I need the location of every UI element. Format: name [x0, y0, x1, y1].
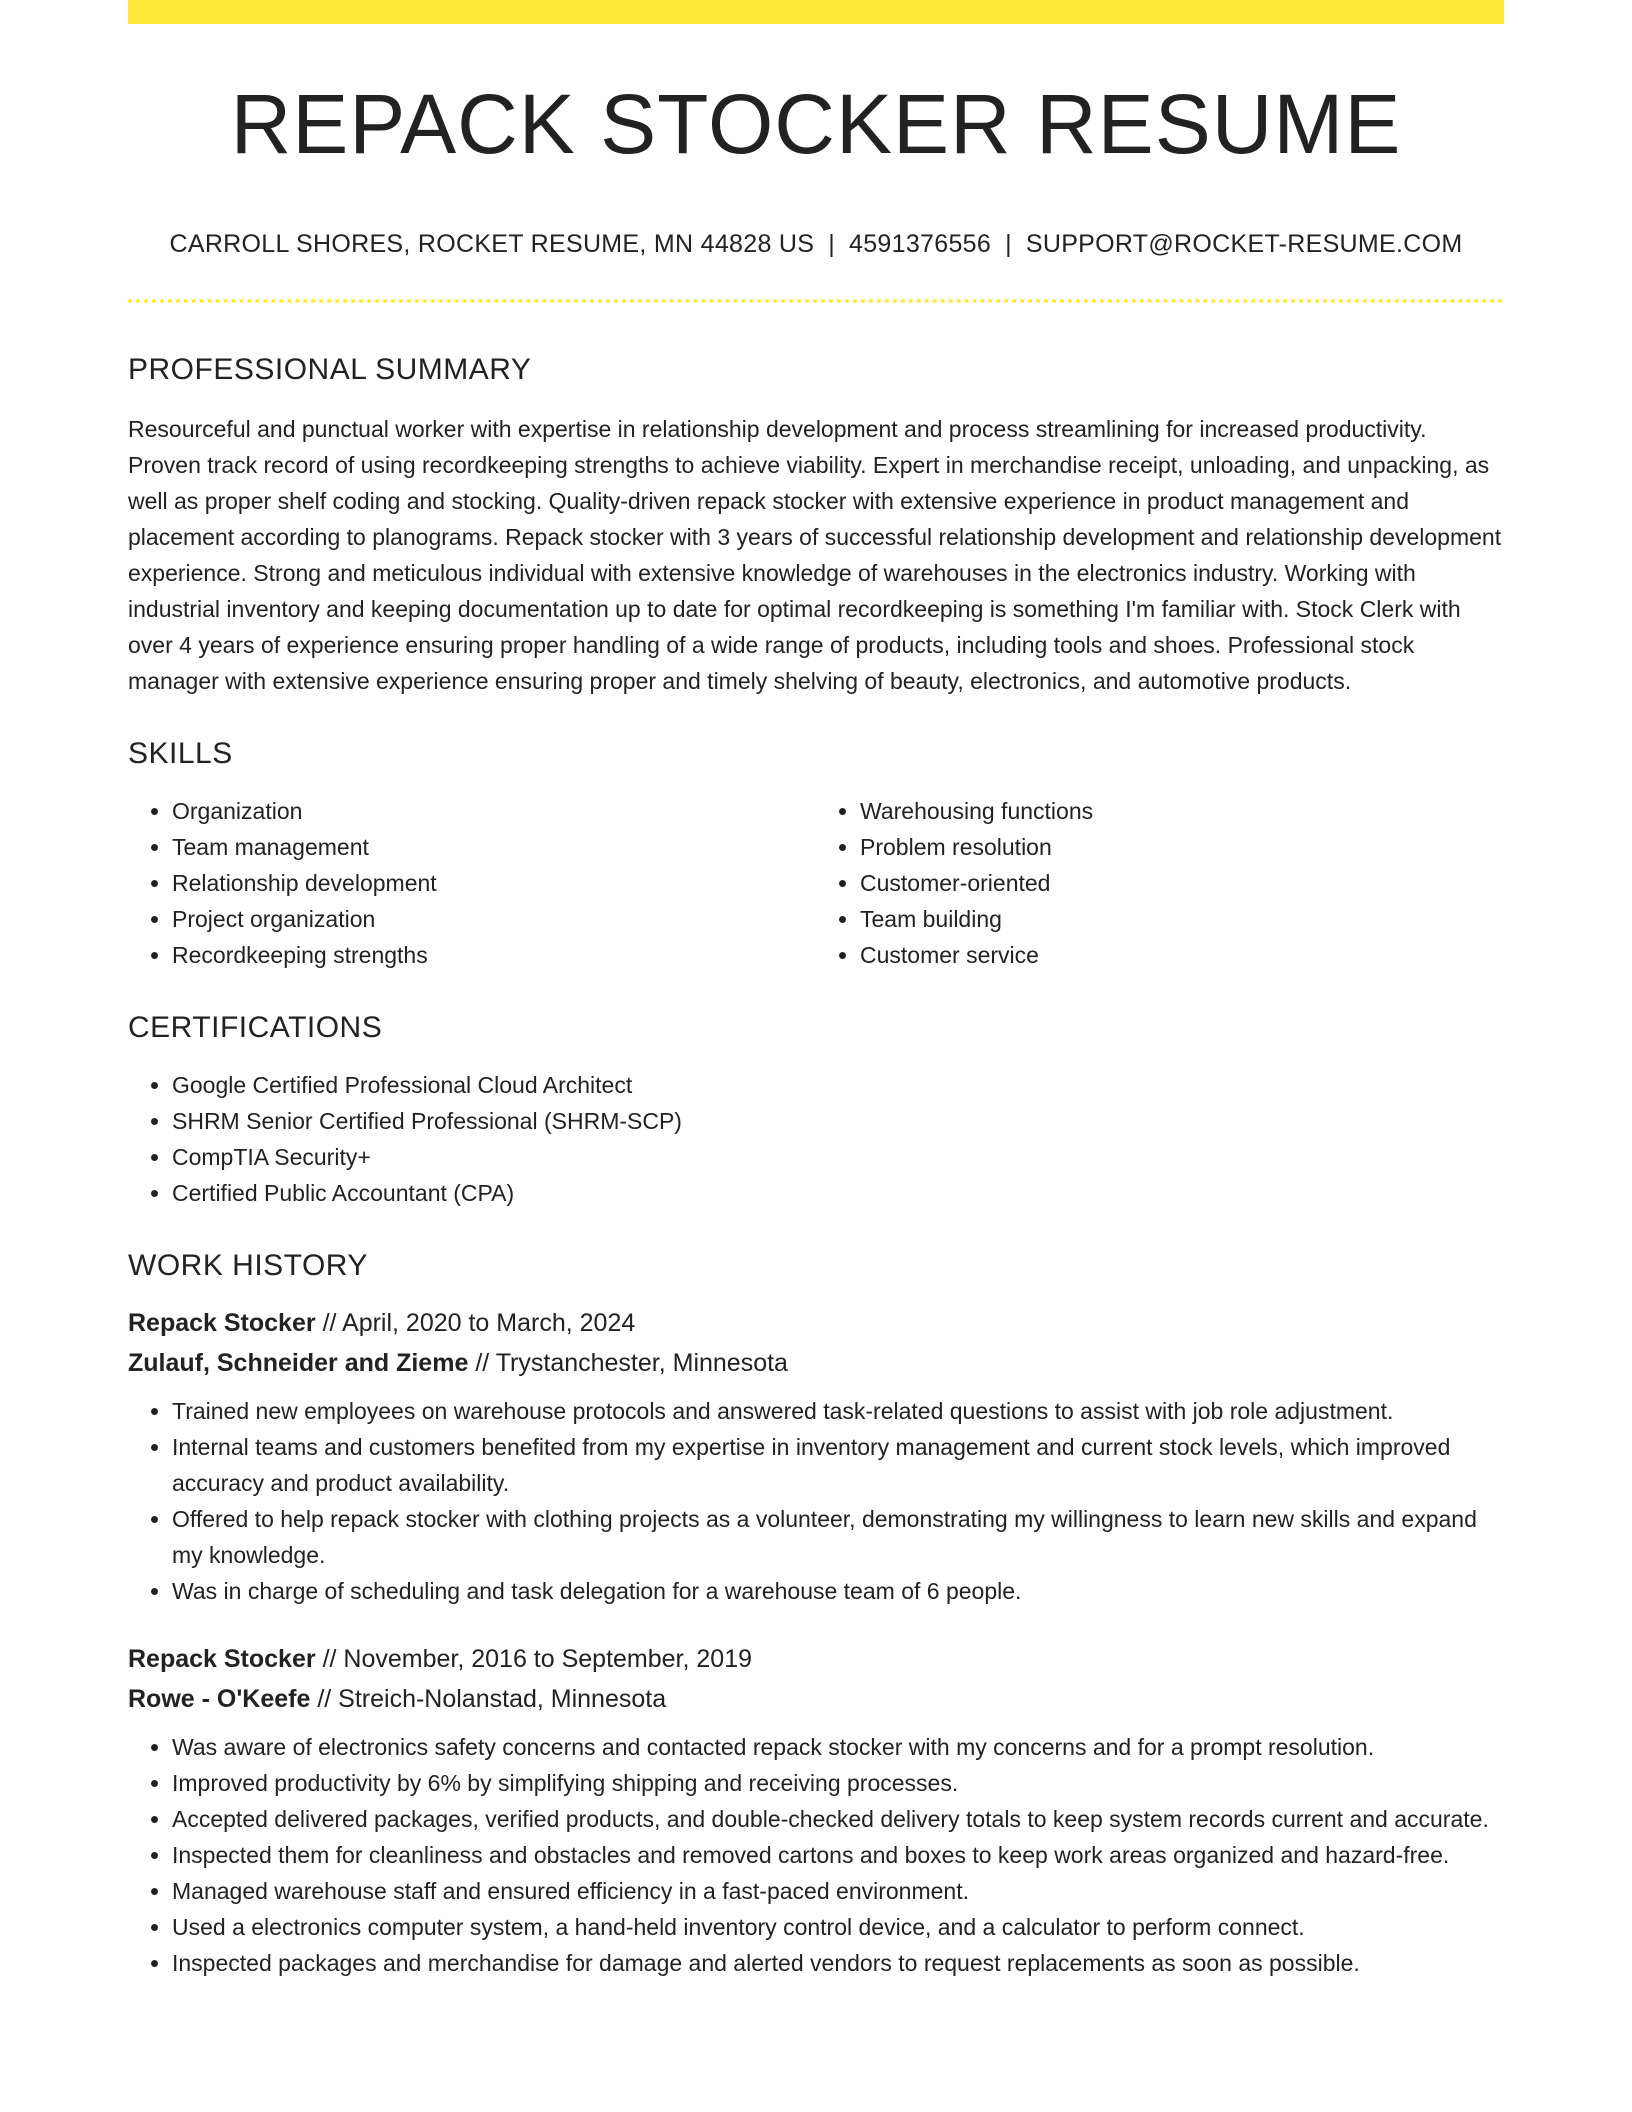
list-item: • CompTIA Security+ — [172, 1139, 1504, 1175]
job-entry — [128, 1639, 1504, 1981]
job-company: Rowe - O'Keefe — [128, 1685, 311, 1713]
list-item: • Project organization — [172, 901, 816, 937]
job-title-line — [128, 1303, 1504, 1343]
job-location: // Trystanchester, Minnesota — [475, 1349, 788, 1377]
skills-list-left — [128, 793, 816, 973]
skills-heading: SKILLS — [128, 737, 233, 770]
header-divider — [128, 299, 1504, 303]
list-item: • Accepted delivered packages, verified products, and double-checked delivery totals to keep system records current and accurate. — [172, 1801, 1504, 1837]
resume-page — [128, 0, 1504, 1981]
skills-columns — [128, 793, 1504, 973]
summary-heading: PROFESSIONAL SUMMARY — [128, 353, 532, 386]
contact-phone: 4591376556 — [849, 230, 992, 258]
list-item: • Customer service — [860, 937, 1504, 973]
contact-line — [128, 232, 1504, 257]
list-item: • Internal teams and customers benefited from my expertise in inventory management and current stock levels, which improved accuracy and product availability. — [172, 1429, 1504, 1501]
list-item: • Inspected packages and merchandise for damage and alerted vendors to request replacements as soon as possible. — [172, 1945, 1504, 1981]
job-dates: // November, 2016 to September, 2019 — [322, 1645, 753, 1673]
list-item: • Used a electronics computer system, a hand-held inventory control device, and a calculator to perform connect. — [172, 1909, 1504, 1945]
list-item: • Improved productivity by 6% by simplifying shipping and receiving processes. — [172, 1765, 1504, 1801]
job-location: // Streich-Nolanstad, Minnesota — [317, 1685, 667, 1713]
work-history-heading: WORK HISTORY — [128, 1249, 368, 1282]
list-item: • Offered to help repack stocker with clothing projects as a volunteer, demonstrating my willingness to learn new skills and expand my knowledge. — [172, 1501, 1504, 1573]
job-entry — [128, 1303, 1504, 1609]
skills-list-right — [816, 793, 1504, 973]
certifications-heading: CERTIFICATIONS — [128, 1011, 383, 1044]
job-title: Repack Stocker — [128, 1645, 316, 1673]
list-item: • Was aware of electronics safety concerns and contacted repack stocker with my concerns and for a prompt resolution. — [172, 1729, 1504, 1765]
list-item: • Organization — [172, 793, 816, 829]
list-item: • Was in charge of scheduling and task delegation for a warehouse team of 6 people. — [172, 1573, 1504, 1609]
job-company-line — [128, 1343, 1504, 1383]
list-item: • Managed warehouse staff and ensured efficiency in a fast-paced environment. — [172, 1873, 1504, 1909]
contact-address: CARROLL SHORES, ROCKET RESUME, MN 44828 US — [169, 230, 815, 258]
job-title-line — [128, 1639, 1504, 1679]
job-company: Zulauf, Schneider and Zieme — [128, 1349, 469, 1377]
list-item: • Inspected them for cleanliness and obstacles and removed cartons and boxes to keep work areas organized and hazard-free. — [172, 1837, 1504, 1873]
list-item: • Certified Public Accountant (CPA) — [172, 1175, 1504, 1211]
list-item: • Team building — [860, 901, 1504, 937]
list-item: • Trained new employees on warehouse protocols and answered task-related questions to assist with job role adjustment. — [172, 1393, 1504, 1429]
contact-separator: | — [1005, 230, 1012, 258]
list-item: • Google Certified Professional Cloud Architect — [172, 1067, 1504, 1103]
job-dates: // April, 2020 to March, 2024 — [322, 1309, 636, 1337]
job-title: Repack Stocker — [128, 1309, 316, 1337]
top-accent-bar — [128, 0, 1504, 24]
list-item: • Relationship development — [172, 865, 816, 901]
job-company-line — [128, 1679, 1504, 1719]
list-item: • Team management — [172, 829, 816, 865]
contact-email: SUPPORT@ROCKET-RESUME.COM — [1025, 230, 1463, 258]
job-bullets — [128, 1729, 1504, 1981]
list-item: • Problem resolution — [860, 829, 1504, 865]
list-item: • Warehousing functions — [860, 793, 1504, 829]
contact-separator: | — [828, 230, 836, 258]
list-item: • Customer-oriented — [860, 865, 1504, 901]
job-bullets — [128, 1393, 1504, 1609]
summary-text: Resourceful and punctual worker with expertise in relationship development and process streamlining for increased productivity. Proven track record of using recordkeeping strengths to achieve viability. Expert in merchandise receipt, unloading, and unpacking, as well as proper shelf coding and stocking. Quality-driven repack stocker with extensive experience in product management and placement according to planograms. Repack stocker with 3 years of successful relationship development and relationship development experience. Strong and meticulous individual with extensive knowledge of warehouses in the electronics industry. Working with industrial inventory and keeping documentation up to date for optimal recordkeeping is something I'm familiar with. Stock Clerk with over 4 years of experience ensuring proper handling of a wide range of products, including tools and shoes. Professional stock manager with extensive experience ensuring proper and timely shelving of beauty, electronics, and automotive products. — [128, 416, 1502, 694]
list-item: • Recordkeeping strengths — [172, 937, 816, 973]
resume-title: REPACK STOCKER RESUME — [230, 77, 1402, 171]
list-item: • SHRM Senior Certified Professional (SHRM-SCP) — [172, 1103, 1504, 1139]
certifications-list — [128, 1067, 1504, 1211]
